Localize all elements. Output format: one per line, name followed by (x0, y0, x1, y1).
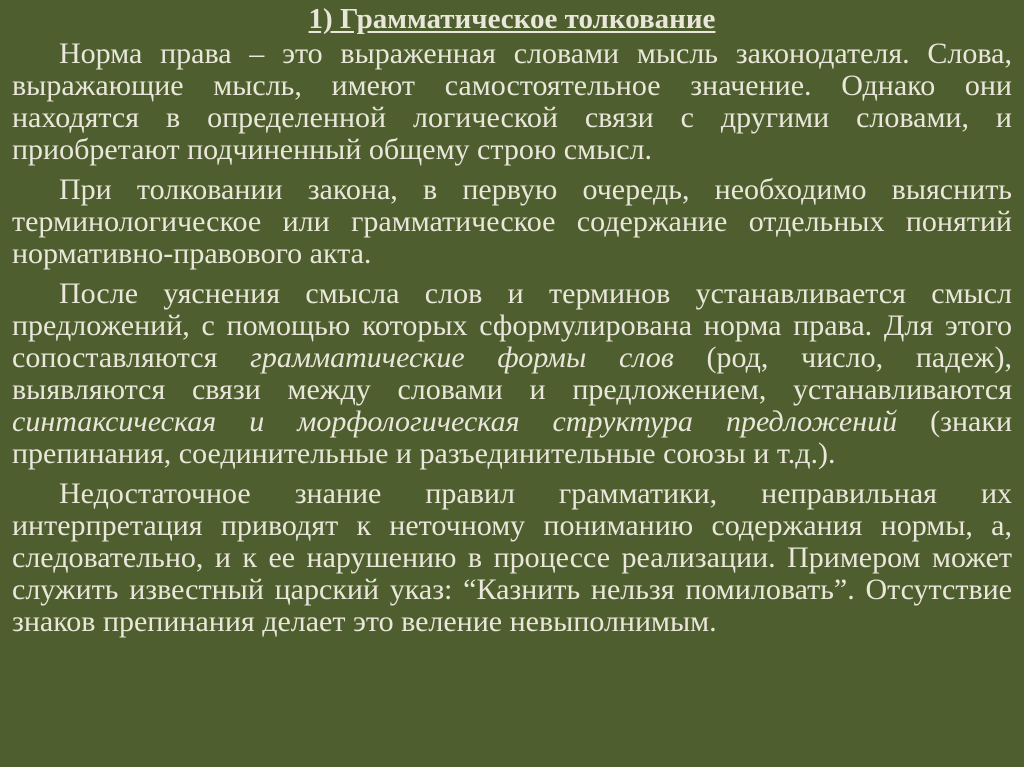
paragraph-1: Норма права – это выраженная словами мысль законодателя. Слова, выражающие мысль, имеют самостоятельное значение. Однако они находятся в определенной логической связи с другими словами, и приобретают подчиненный общему строю смысл. (12, 37, 1012, 166)
paragraph-3-italic-2: синтаксическая и морфологическая структура предложений (12, 405, 898, 438)
paragraph-3-text-1: После уяснения смысла слов и терминов устанавливается смысл предложений, с помощью которых сформулирована норма права. Для этого сопоставляются (12, 277, 1012, 374)
paragraph-3 (12, 278, 1012, 470)
slide-title: 1) Грамматическое толкование (308, 3, 716, 35)
paragraph-2: При толковании закона, в первую очередь, необходимо выяснить терминологическое или грамматическое содержание отдельных понятий нормативно-правового акта. (12, 173, 1012, 270)
paragraph-3-text-2: (род, число, падеж), выявляются связи между словами и предложением, устанавливаются (12, 341, 1012, 406)
paragraph-4: Недостаточное знание правил грамматики, неправильная их интерпретация приводят к неточному пониманию содержания нормы, а, следовательно, и к ее нарушению в процессе реализации. Примером может служить известный царский указ: “Казнить нельзя помиловать”. Отсутствие знаков препинания делает это веление невыполнимым. (12, 477, 1012, 638)
paragraph-3-italic-1: грамматические формы слов (250, 341, 674, 374)
paragraph-3-text-3: (знаки препинания, соединительные и разъединительные союзы и т.д.). (12, 405, 1013, 470)
